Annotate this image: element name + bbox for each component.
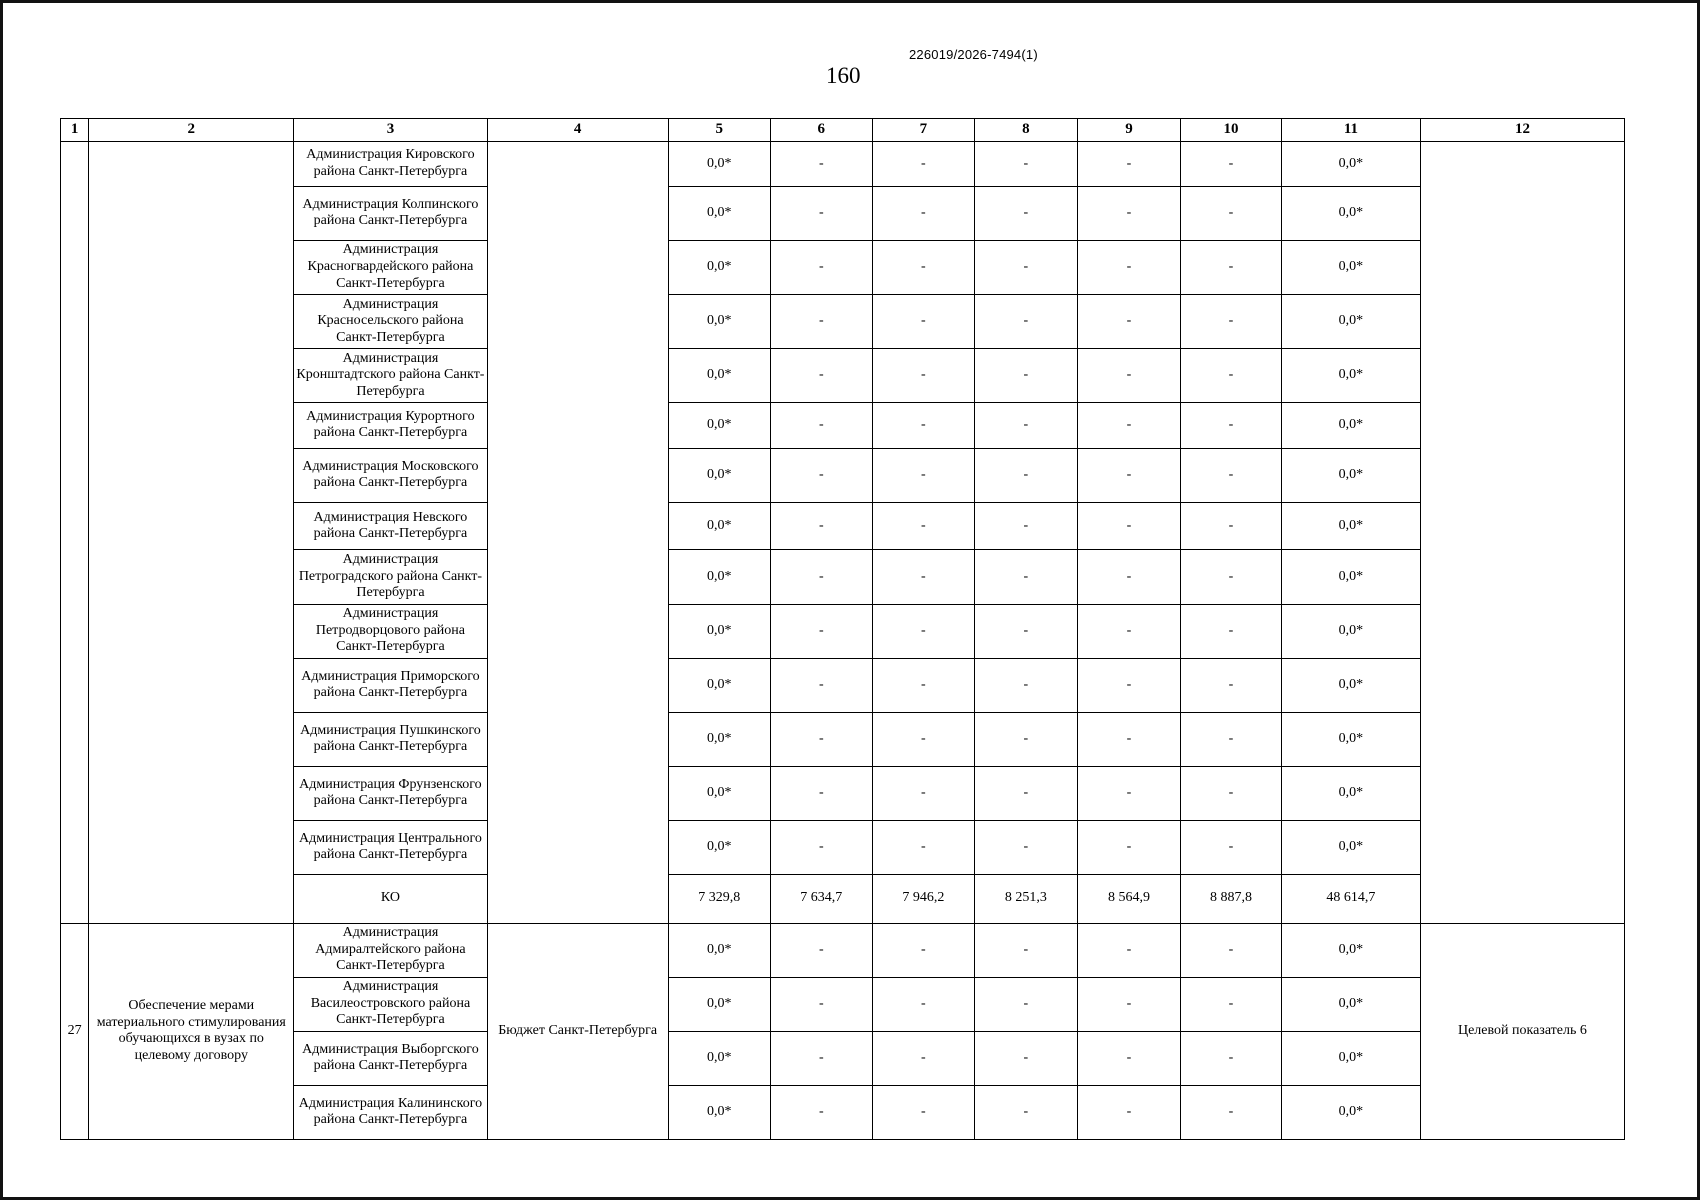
executor-cell: Администрация Красногвардейского района Санкт-Петербурга: [294, 240, 487, 294]
value-cell: -: [974, 294, 1077, 348]
value-cell: 0,0*: [668, 820, 770, 874]
value-cell: 0,0*: [1281, 977, 1420, 1031]
table-row: [61, 142, 1625, 187]
value-cell: 0,0*: [1281, 240, 1420, 294]
value-cell: 0,0*: [1281, 502, 1420, 550]
executor-cell: Администрация Выборгского района Санкт-Петербурга: [294, 1031, 487, 1085]
value-cell: 7 329,8: [668, 874, 770, 923]
value-cell: 0,0*: [668, 348, 770, 402]
table-row: [61, 712, 1625, 766]
table-row: [61, 820, 1625, 874]
value-cell: 8 251,3: [974, 874, 1077, 923]
table-row: [61, 977, 1625, 1031]
value-cell: -: [770, 1085, 872, 1139]
column-number-header: 3: [294, 119, 487, 142]
value-cell: -: [974, 186, 1077, 240]
value-cell: -: [974, 1085, 1077, 1139]
value-cell: -: [872, 550, 974, 604]
value-cell: 8 564,9: [1077, 874, 1180, 923]
value-cell: -: [1181, 1031, 1282, 1085]
executor-cell: Администрация Петродворцового района Санкт-Петербурга: [294, 604, 487, 658]
value-cell: -: [770, 550, 872, 604]
value-cell: 0,0*: [1281, 402, 1420, 448]
table-row: [61, 186, 1625, 240]
value-cell: -: [770, 142, 872, 187]
value-cell: -: [1077, 402, 1180, 448]
value-cell: -: [770, 348, 872, 402]
table-row: [61, 402, 1625, 448]
table-row: [61, 294, 1625, 348]
column-number-row: [61, 119, 1625, 142]
table-row: [61, 604, 1625, 658]
value-cell: -: [974, 712, 1077, 766]
column-number-header: 4: [487, 119, 668, 142]
executor-cell: Администрация Невского района Санкт-Петербурга: [294, 502, 487, 550]
table-row: [61, 658, 1625, 712]
value-cell: 0,0*: [1281, 820, 1420, 874]
value-cell: -: [872, 766, 974, 820]
value-cell: 0,0*: [1281, 550, 1420, 604]
value-cell: -: [872, 712, 974, 766]
value-cell: 7 946,2: [872, 874, 974, 923]
executor-cell: Администрация Центрального района Санкт-Петербурга: [294, 820, 487, 874]
value-cell: -: [770, 186, 872, 240]
value-cell: 0,0*: [668, 142, 770, 187]
value-cell: -: [872, 348, 974, 402]
value-cell: -: [872, 1085, 974, 1139]
value-cell: -: [770, 448, 872, 502]
table-row: [61, 348, 1625, 402]
value-cell: -: [770, 712, 872, 766]
value-cell: -: [1181, 766, 1282, 820]
value-cell: -: [974, 820, 1077, 874]
value-cell: -: [1077, 550, 1180, 604]
value-cell: -: [1181, 186, 1282, 240]
executor-cell: Администрация Калининского района Санкт-Петербурга: [294, 1085, 487, 1139]
value-cell: -: [974, 402, 1077, 448]
column-number-header: 6: [770, 119, 872, 142]
page-number: 160: [826, 63, 861, 88]
value-cell: 0,0*: [1281, 142, 1420, 187]
value-cell: 0,0*: [668, 502, 770, 550]
value-cell: -: [770, 1031, 872, 1085]
value-cell: 0,0*: [668, 294, 770, 348]
column-number-header: 1: [61, 119, 89, 142]
value-cell: -: [974, 240, 1077, 294]
value-cell: -: [1181, 550, 1282, 604]
value-cell: 0,0*: [668, 923, 770, 977]
value-cell: -: [1077, 977, 1180, 1031]
value-cell: -: [770, 977, 872, 1031]
value-cell: -: [872, 977, 974, 1031]
column-number-header: 10: [1181, 119, 1282, 142]
executor-cell: Администрация Кировского района Санкт-Петербурга: [294, 142, 487, 187]
value-cell: -: [872, 186, 974, 240]
table-row: [61, 1085, 1625, 1139]
value-cell: -: [1181, 712, 1282, 766]
executor-cell: Администрация Пушкинского района Санкт-Петербурга: [294, 712, 487, 766]
value-cell: -: [1181, 923, 1282, 977]
value-cell: -: [974, 502, 1077, 550]
value-cell: -: [770, 502, 872, 550]
table-row: [61, 502, 1625, 550]
value-cell: -: [1181, 294, 1282, 348]
executor-cell: Администрация Фрунзенского района Санкт-Петербурга: [294, 766, 487, 820]
value-cell: -: [1077, 766, 1180, 820]
value-cell: 0,0*: [668, 1031, 770, 1085]
value-cell: 0,0*: [1281, 1031, 1420, 1085]
value-cell: -: [1077, 1085, 1180, 1139]
value-cell: 0,0*: [1281, 658, 1420, 712]
value-cell: -: [974, 348, 1077, 402]
value-cell: 0,0*: [1281, 604, 1420, 658]
value-cell: -: [770, 604, 872, 658]
column-number-header: 7: [872, 119, 974, 142]
value-cell: -: [1181, 240, 1282, 294]
value-cell: -: [1077, 142, 1180, 187]
value-cell: -: [1181, 348, 1282, 402]
value-cell: 0,0*: [668, 240, 770, 294]
value-cell: -: [1077, 604, 1180, 658]
value-cell: -: [1077, 923, 1180, 977]
activity-name: Обеспечение мерами материального стимулирования обучающихся в вузах по целевому договору: [89, 923, 294, 1139]
value-cell: -: [1077, 294, 1180, 348]
column-number-header: 8: [974, 119, 1077, 142]
value-cell: -: [974, 550, 1077, 604]
executor-cell: Администрация Адмиралтейского района Санкт-Петербурга: [294, 923, 487, 977]
value-cell: -: [1077, 186, 1180, 240]
table-row: [61, 766, 1625, 820]
value-cell: -: [974, 604, 1077, 658]
source-cell: [487, 142, 668, 924]
value-cell: -: [872, 448, 974, 502]
value-cell: -: [1077, 348, 1180, 402]
target-indicator: Целевой показатель 6: [1420, 923, 1624, 1139]
row-number: 27: [61, 923, 89, 1139]
value-cell: 0,0*: [668, 402, 770, 448]
column-number-header: 11: [1281, 119, 1420, 142]
document-id: 226019/2026-7494(1): [909, 47, 1038, 62]
value-cell: 0,0*: [1281, 186, 1420, 240]
value-cell: -: [872, 502, 974, 550]
value-cell: 8 887,8: [1181, 874, 1282, 923]
value-cell: -: [1077, 448, 1180, 502]
num-cell: [61, 142, 89, 924]
value-cell: -: [872, 1031, 974, 1085]
indicator-cell: [1420, 142, 1624, 924]
executor-cell: Администрация Колпинского района Санкт-Петербурга: [294, 186, 487, 240]
executor-cell: Администрация Московского района Санкт-Петербурга: [294, 448, 487, 502]
value-cell: -: [974, 142, 1077, 187]
value-cell: 7 634,7: [770, 874, 872, 923]
value-cell: -: [872, 294, 974, 348]
value-cell: 0,0*: [668, 977, 770, 1031]
table-row: [61, 923, 1625, 977]
value-cell: 0,0*: [1281, 1085, 1420, 1139]
value-cell: -: [974, 658, 1077, 712]
total-label-cell: КО: [294, 874, 487, 923]
value-cell: -: [1181, 820, 1282, 874]
value-cell: -: [1077, 502, 1180, 550]
column-number-header: 5: [668, 119, 770, 142]
table-row: [61, 240, 1625, 294]
value-cell: -: [1077, 712, 1180, 766]
value-cell: -: [872, 142, 974, 187]
value-cell: 0,0*: [1281, 766, 1420, 820]
value-cell: -: [1181, 402, 1282, 448]
value-cell: 0,0*: [1281, 294, 1420, 348]
value-cell: -: [1181, 658, 1282, 712]
executor-cell: Администрация Кронштадтского района Санкт-Петербурга: [294, 348, 487, 402]
value-cell: -: [872, 402, 974, 448]
value-cell: -: [974, 448, 1077, 502]
value-cell: 0,0*: [668, 712, 770, 766]
program-table: [60, 118, 1625, 1140]
value-cell: 0,0*: [668, 604, 770, 658]
executor-cell: Администрация Петроградского района Санкт-Петербурга: [294, 550, 487, 604]
value-cell: -: [872, 923, 974, 977]
value-cell: -: [872, 658, 974, 712]
value-cell: -: [1181, 1085, 1282, 1139]
value-cell: 0,0*: [668, 550, 770, 604]
name-cell: [89, 142, 294, 924]
value-cell: 0,0*: [1281, 348, 1420, 402]
value-cell: -: [1181, 142, 1282, 187]
value-cell: -: [1181, 977, 1282, 1031]
value-cell: -: [974, 1031, 1077, 1085]
value-cell: -: [1181, 604, 1282, 658]
table-row: [61, 1031, 1625, 1085]
executor-cell: Администрация Курортного района Санкт-Петербурга: [294, 402, 487, 448]
value-cell: -: [770, 820, 872, 874]
value-cell: -: [1077, 1031, 1180, 1085]
value-cell: 0,0*: [668, 448, 770, 502]
executor-cell: Администрация Василеостровского района Санкт-Петербурга: [294, 977, 487, 1031]
executor-cell: Администрация Красносельского района Санкт-Петербурга: [294, 294, 487, 348]
value-cell: -: [770, 766, 872, 820]
value-cell: -: [770, 923, 872, 977]
value-cell: -: [770, 402, 872, 448]
value-cell: -: [1077, 240, 1180, 294]
value-cell: -: [1181, 448, 1282, 502]
column-number-header: 9: [1077, 119, 1180, 142]
value-cell: -: [1077, 658, 1180, 712]
value-cell: -: [1181, 502, 1282, 550]
value-cell: 0,0*: [1281, 712, 1420, 766]
value-cell: 0,0*: [668, 186, 770, 240]
value-cell: -: [974, 923, 1077, 977]
column-number-header: 12: [1420, 119, 1624, 142]
value-cell: -: [1077, 820, 1180, 874]
total-row: [61, 874, 1625, 923]
value-cell: 0,0*: [668, 658, 770, 712]
value-cell: -: [770, 240, 872, 294]
value-cell: -: [974, 766, 1077, 820]
column-number-header: 2: [89, 119, 294, 142]
value-cell: -: [872, 604, 974, 658]
value-cell: 0,0*: [668, 766, 770, 820]
table-row: [61, 550, 1625, 604]
value-cell: -: [770, 294, 872, 348]
value-cell: 0,0*: [1281, 923, 1420, 977]
funding-source: Бюджет Санкт-Петербурга: [487, 923, 668, 1139]
value-cell: -: [770, 658, 872, 712]
value-cell: -: [872, 240, 974, 294]
value-cell: 0,0*: [668, 1085, 770, 1139]
value-cell: -: [974, 977, 1077, 1031]
value-cell: -: [872, 820, 974, 874]
table-row: [61, 448, 1625, 502]
executor-cell: Администрация Приморского района Санкт-Петербурга: [294, 658, 487, 712]
value-cell: 48 614,7: [1281, 874, 1420, 923]
value-cell: 0,0*: [1281, 448, 1420, 502]
